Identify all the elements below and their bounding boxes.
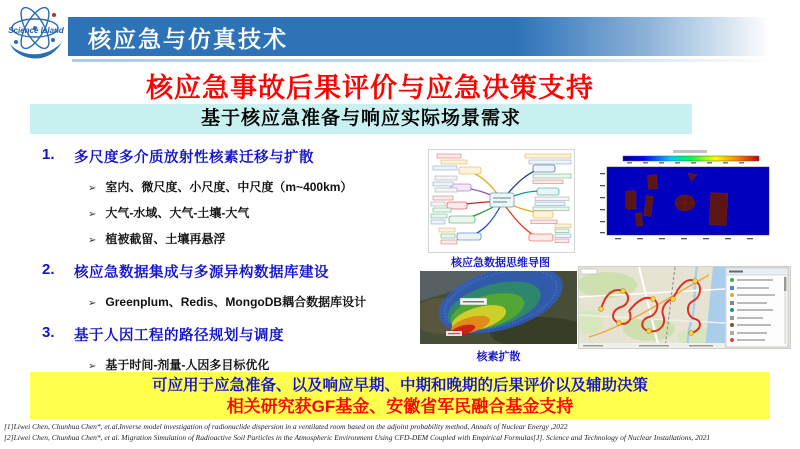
sub-bullet-text: 植被截留、土壤再悬浮	[105, 232, 226, 246]
sub-bullet	[88, 178, 430, 195]
subtitle-banner: 基于核应急准备与响应实际场景需求	[30, 104, 692, 134]
sub-bullet-text: Greenplum、Redis、MongoDB耦合数据库设计	[105, 295, 367, 309]
arrow-bullet-icon: ➢	[88, 183, 97, 194]
item-number: 1.	[42, 146, 55, 163]
item-title: 核应急数据集成与多源异构数据库建设	[74, 265, 329, 281]
sub-bullet-text: 大气-水域、大气-土壤-大气	[105, 206, 250, 220]
header-bar	[68, 17, 792, 56]
concentration-plot-image	[593, 147, 789, 247]
references	[4, 421, 798, 443]
sub-bullet-text: 基于时间-剂量-人因多目标优化	[105, 358, 270, 372]
arrow-bullet-icon: ➢	[88, 361, 97, 372]
topic-list	[42, 146, 430, 382]
sub-bullet	[88, 204, 430, 221]
route-map-image	[579, 267, 790, 348]
item-number: 2.	[42, 261, 55, 278]
header-title: 核应急与仿真技术	[88, 26, 288, 52]
mindmap-caption: 核应急数据思维导图	[451, 257, 550, 269]
sub-bullet	[88, 293, 430, 310]
item-number: 3.	[42, 324, 55, 341]
reference-1: [1]Liwei Chen, Chunhua Chen*, et.al,Inverse model investigation of radionuclide dispersion in a ventilated room based on the adjoint probability method, Annals of Nuclear Energy ,2022	[4, 422, 568, 431]
sub-bullet	[88, 230, 430, 247]
mindmap-figure	[428, 149, 575, 253]
sub-bullet-text: 室内、微尺度、小尺度、中尺度（m~400km）	[105, 180, 353, 194]
header-underline	[72, 59, 778, 62]
arrow-bullet-icon: ➢	[88, 209, 97, 220]
item-title: 基于人因工程的路径规划与调度	[74, 328, 284, 344]
plume-image	[420, 271, 577, 344]
concentration-plot-figure	[593, 147, 789, 247]
list-item	[42, 146, 430, 167]
logo-text: Science Island	[8, 26, 64, 35]
plume-caption: 核素扩散	[476, 351, 521, 363]
page-title: 核应急事故后果评价与应急决策支持	[146, 73, 594, 103]
mindmap-image	[429, 150, 574, 252]
arrow-bullet-icon: ➢	[88, 235, 97, 246]
banner-line-2: 相关研究获GF基金、安徽省军民融合基金支持	[226, 397, 574, 416]
sub-bullet	[88, 356, 430, 373]
plume-figure	[420, 271, 577, 344]
route-map-figure	[578, 266, 791, 349]
banner-line-1: 可应用于应急准备、以及响应早期、中期和晚期的后果评价以及辅助决策	[151, 377, 648, 394]
reference-2: [2]Liwei Chen, Chunhua Chen*, et al. Migration Simulation of Radioactive Soil Particles in the Atmospheric Environment Using CFD-DEM Coupled with Empirical Formulas[J]. Science and Technology of Nuclear Installations, 2021	[4, 433, 711, 442]
list-item	[42, 261, 430, 282]
science-island-logo	[4, 2, 66, 60]
item-title: 多尺度多介质放射性核素迁移与扩散	[74, 150, 314, 166]
conclusion-banner	[30, 372, 770, 419]
list-item	[42, 324, 430, 345]
arrow-bullet-icon: ➢	[88, 298, 97, 309]
